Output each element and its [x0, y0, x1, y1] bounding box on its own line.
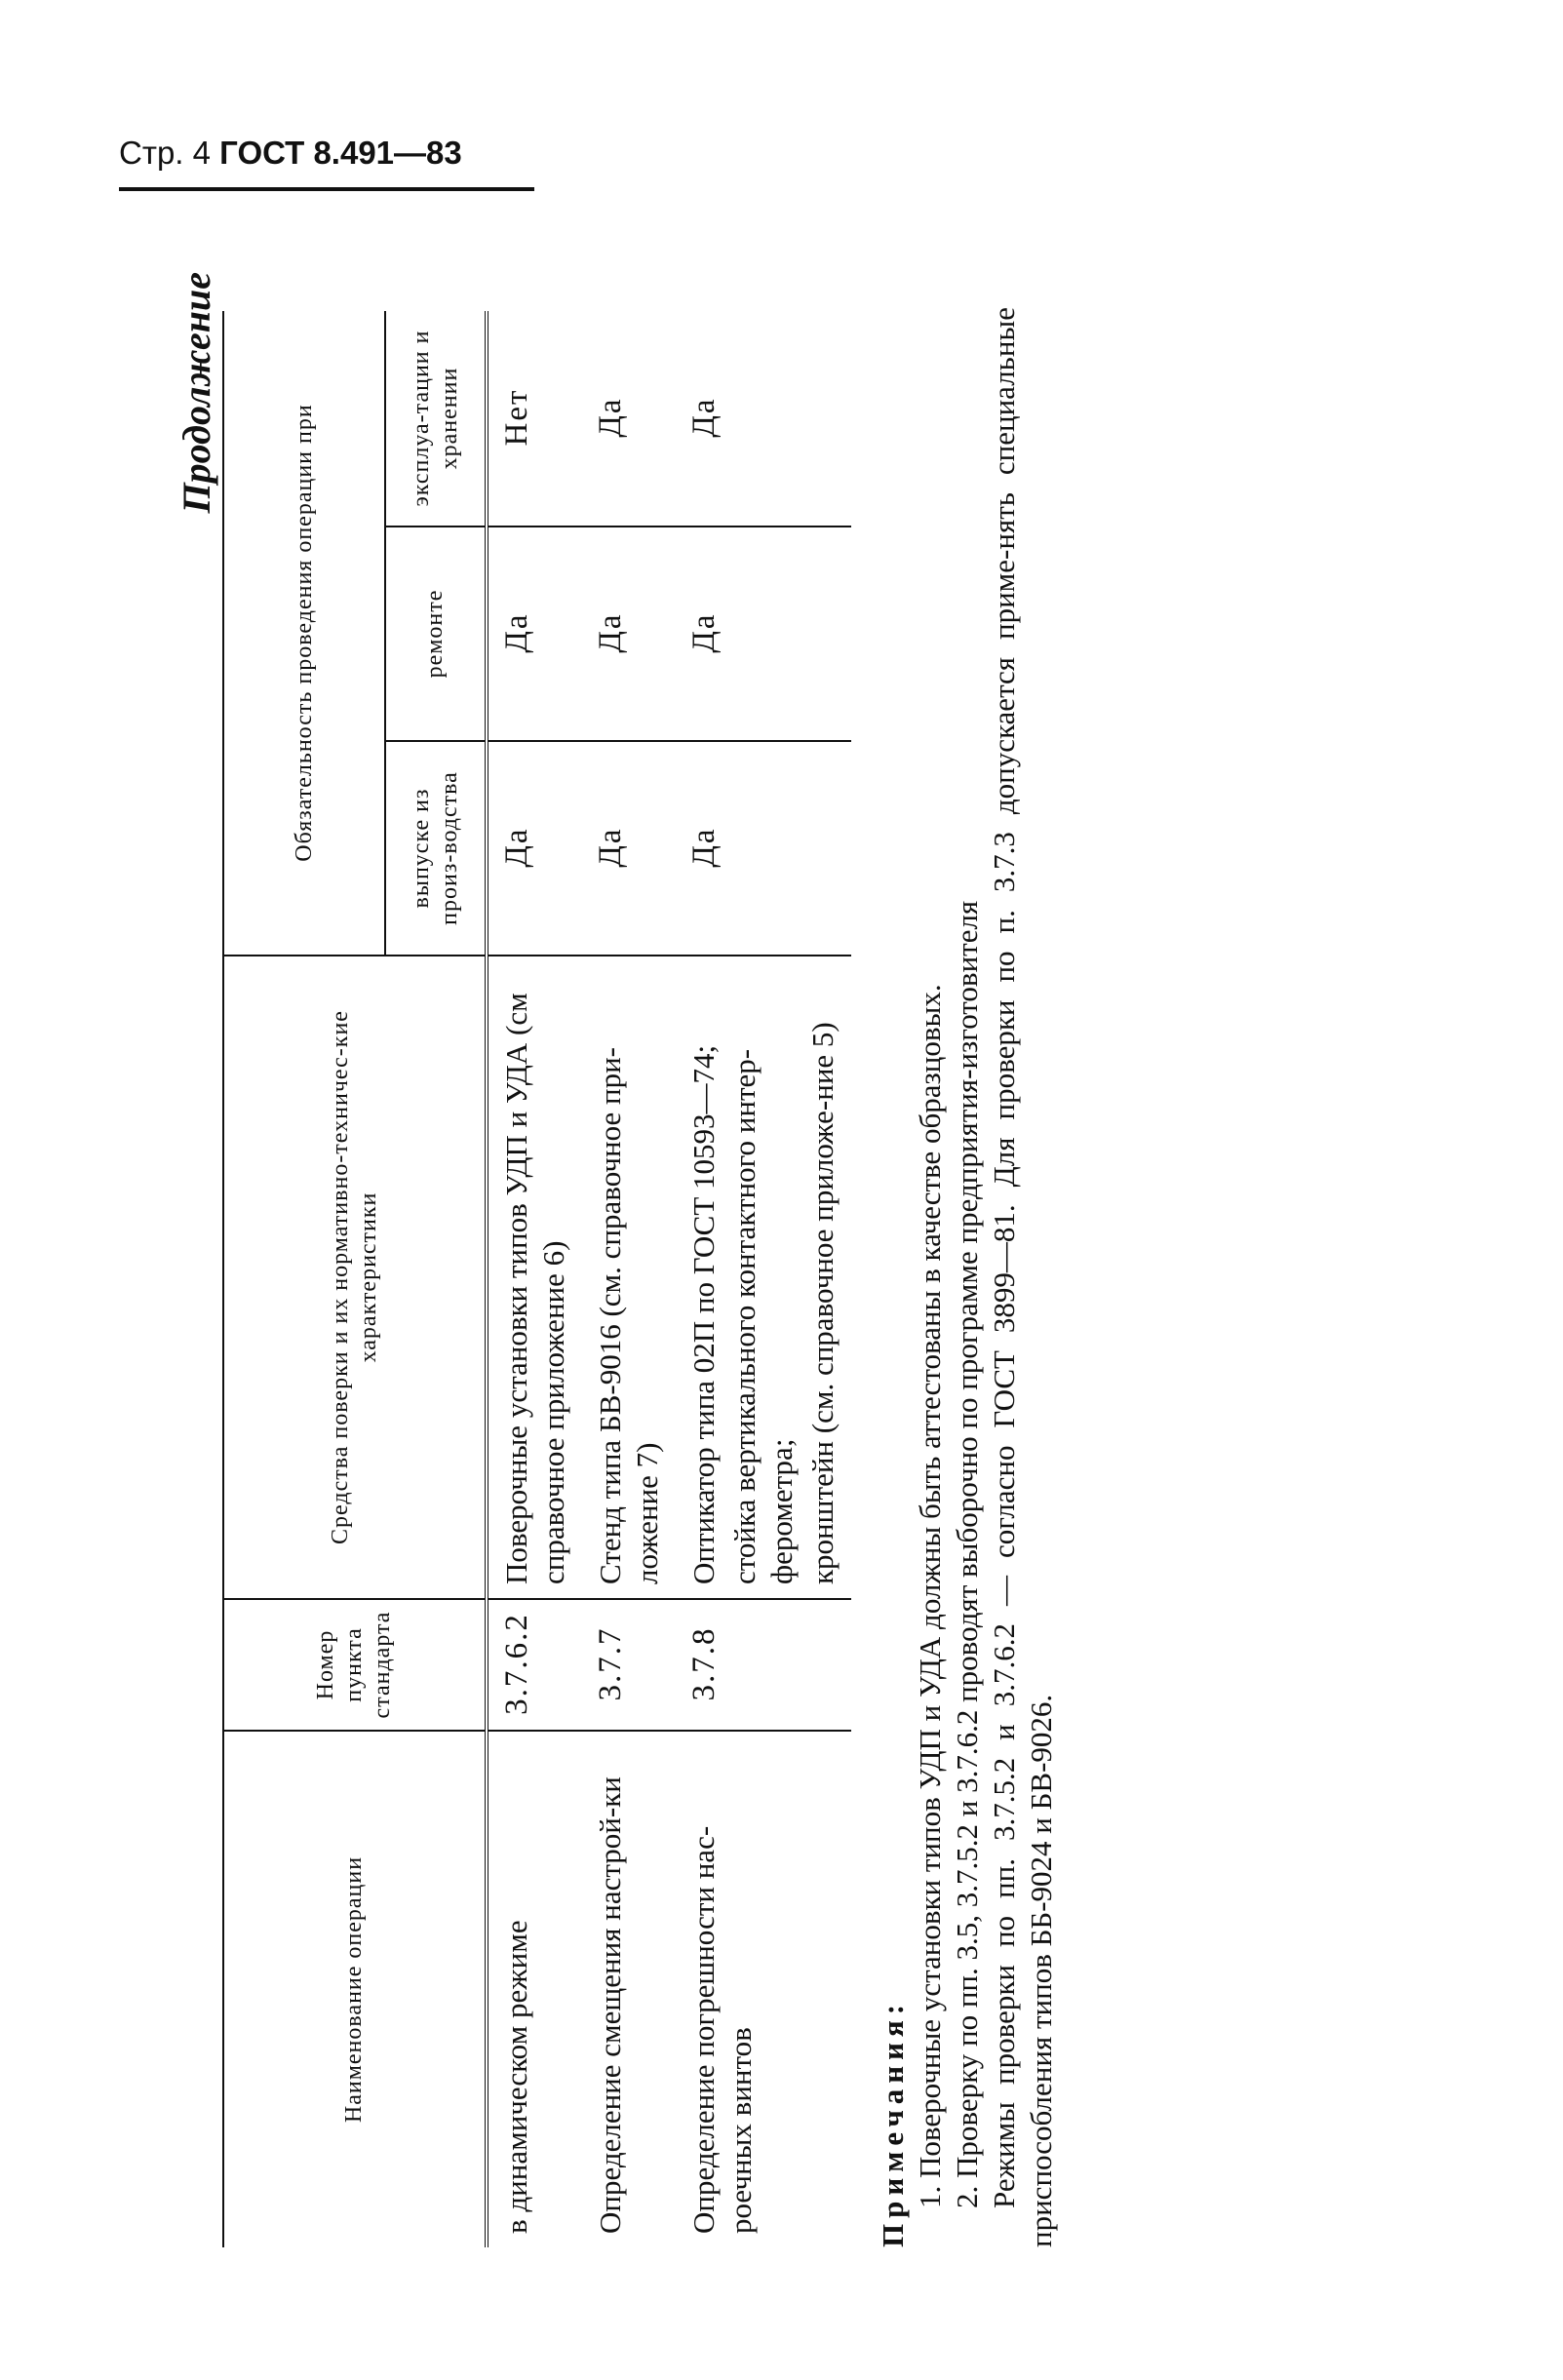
notes-title: Примечания: — [876, 1998, 910, 2247]
rotated-content — [172, 268, 1078, 2247]
clause-cell: 3.7.6.2 — [487, 1599, 582, 1731]
repair-cell: Да — [676, 527, 851, 741]
note-item: 1. Поверочные установки типов УДП и УДА должны быть аттестованы в качестве образцовых. — [913, 984, 947, 2208]
means-cell — [676, 956, 851, 1599]
header-storage: эксплуа-тации и хранении — [385, 311, 487, 527]
storage-cell: Да — [582, 311, 676, 527]
header-clause: Номер пункта стандарта — [223, 1599, 487, 1731]
header-means: Средства поверки и их нормативно-техничес-кие характеристики — [223, 956, 487, 1599]
means-line: стойка вертикального контактного интер-ферометра; — [727, 1048, 799, 1584]
notes-block — [875, 307, 1060, 2247]
release-cell: Да — [487, 741, 582, 956]
release-cell: Да — [582, 741, 676, 956]
operation-cell: в динамическом режиме — [499, 1920, 533, 2234]
header-release: выпуске из произ-водства — [385, 741, 487, 956]
table-row — [676, 311, 851, 2247]
means-line: Поверочные установки типов УДП и УДА (см справочное приложение 6) — [499, 993, 570, 1584]
verification-table — [222, 311, 851, 2247]
header-rule — [119, 187, 534, 191]
page-label: Стр. 4 — [119, 135, 211, 171]
release-cell: Да — [676, 741, 851, 956]
repair-cell: Да — [582, 527, 676, 741]
means-line: Стенд типа БВ-9016 (см. справочное при-ложение 7) — [593, 1047, 664, 1584]
header-mandatory: Обязательность проведения операции при — [223, 311, 385, 956]
table-row — [582, 311, 676, 2247]
means-cell — [487, 956, 582, 1599]
storage-cell: Нет — [487, 311, 582, 527]
header-operation: Наименование операции — [223, 1731, 487, 2247]
repair-cell: Да — [487, 527, 582, 741]
continuation-label: Продолжение — [175, 272, 218, 514]
standard-number: ГОСТ 8.491—83 — [219, 135, 462, 171]
clause-cell: 3.7.8 — [676, 1599, 851, 1731]
header-repair: ремонте — [385, 527, 487, 741]
operation-cell: Определение погрешности нас-роечных винтов — [686, 1825, 758, 2234]
means-line: Оптикатор типа 02П по ГОСТ 10593—74; — [686, 1044, 721, 1584]
clause-cell: 3.7.7 — [582, 1599, 676, 1731]
page-header — [119, 135, 462, 189]
note-item: Режимы проверки по пп. 3.7.5.2 и 3.7.6.2 — согласно ГОСТ 3899—81. Для проверки по п. 3.7.3 допускается приме-нять специальные приспособления типов ББ-9024 и БВ-9026. — [987, 307, 1058, 2247]
means-line: кронштейн (см. справочное приложе-ние 5) — [805, 1022, 840, 1584]
means-cell — [582, 956, 676, 1599]
operation-cell: Определение смещения настрой-ки — [593, 1776, 627, 2234]
table-row — [487, 311, 582, 2247]
note-item: 2. Проверку по пп. 3.5, 3.7.5.2 и 3.7.6.2 проводят выборочно по программе предприятия-изготовителя — [950, 900, 984, 2208]
storage-cell: Да — [676, 311, 851, 527]
